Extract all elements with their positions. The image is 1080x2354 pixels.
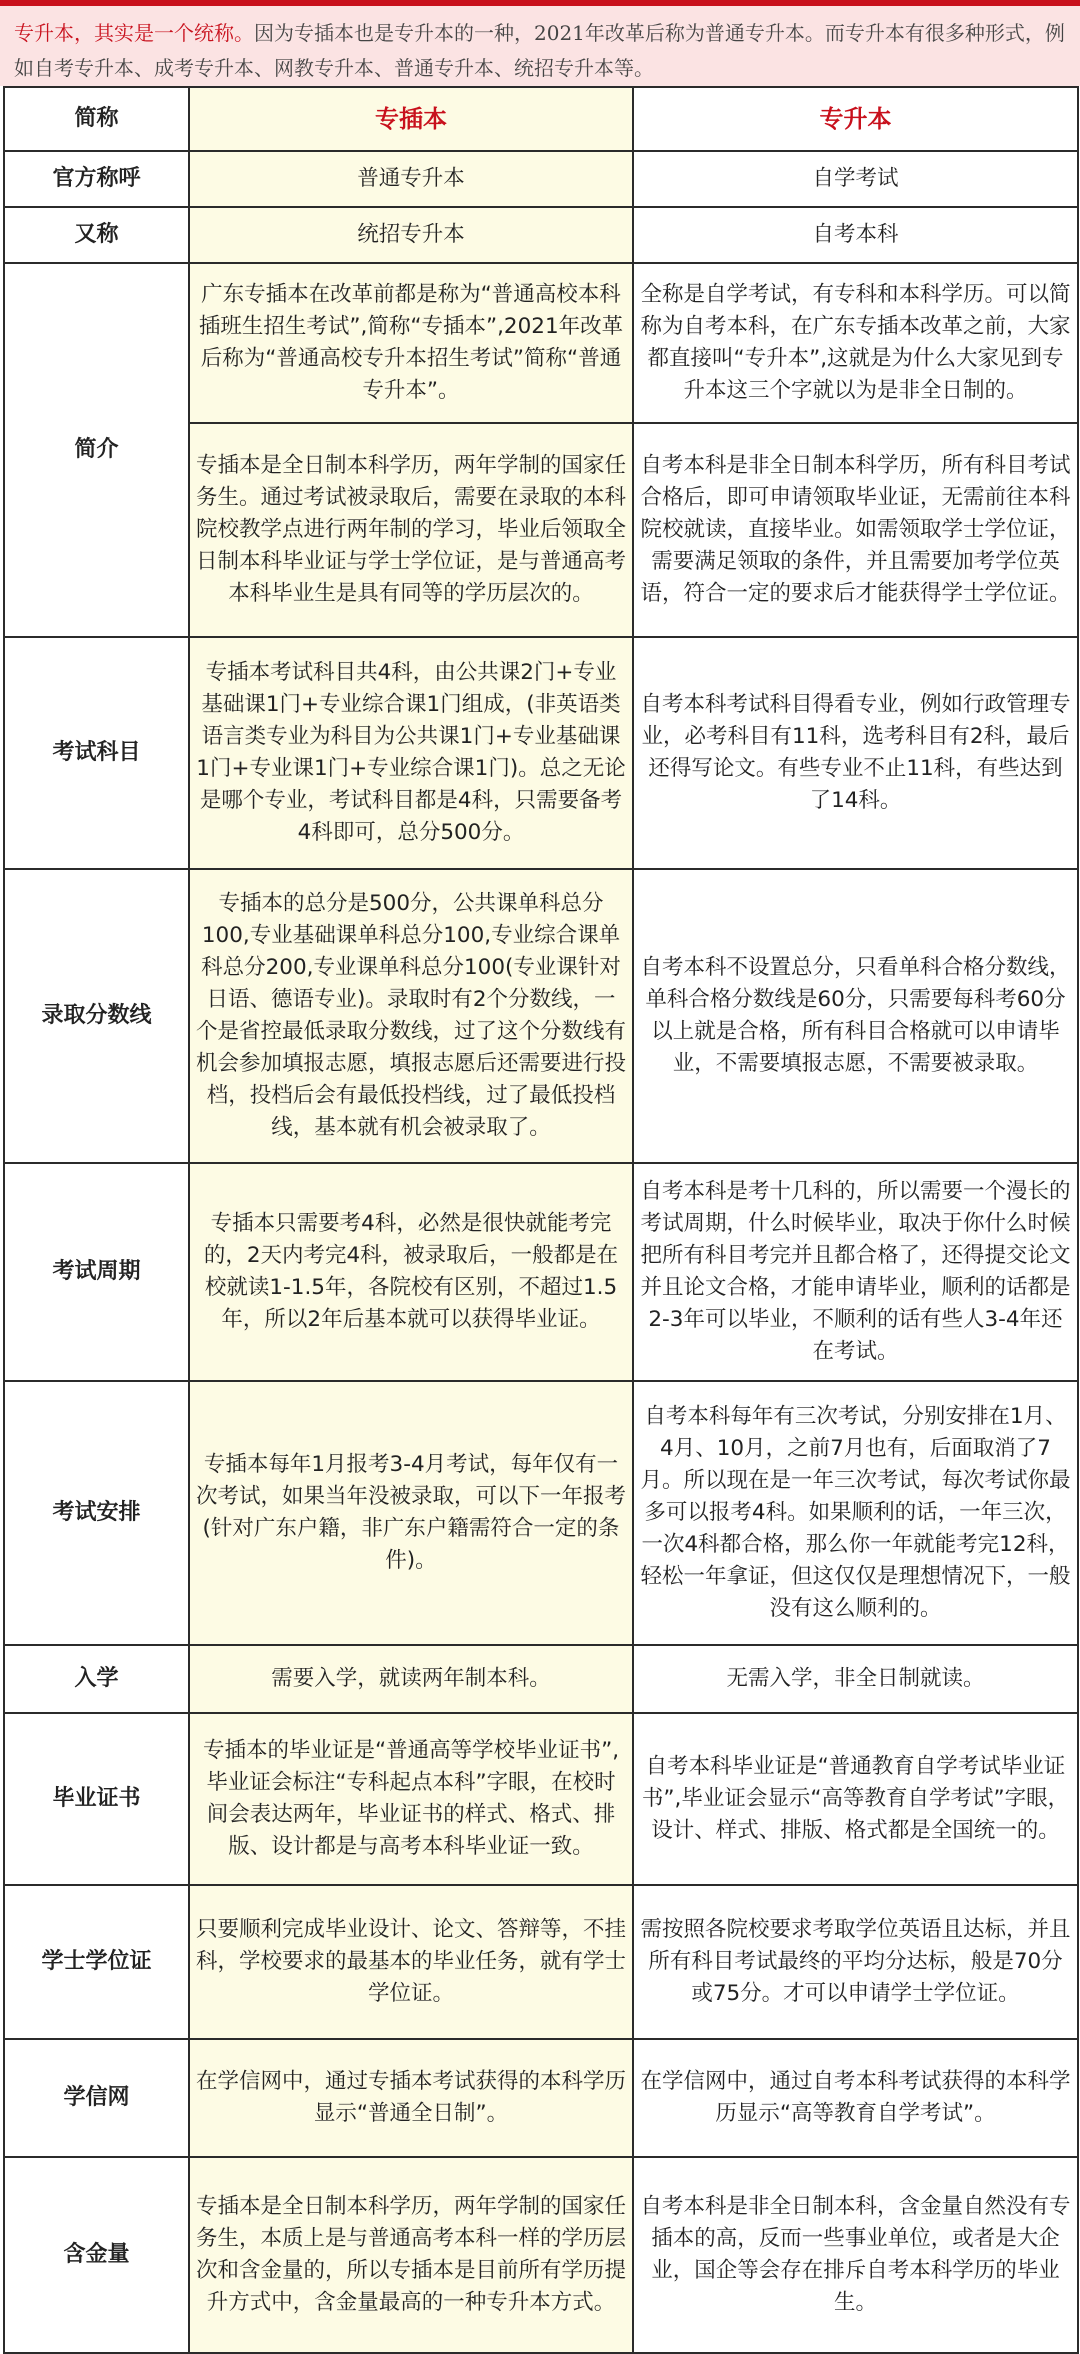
- row-label: 毕业证书: [4, 1713, 189, 1885]
- cell-zhuanchaben: 专插本只需要考4科，必然是很快就能考完的，2天内考完4科，被录取后，一般都是在校就读1-1.5年，各院校有区别，不超过1.5年，所以2年后基本就可以获得毕业证。: [189, 1163, 633, 1381]
- row-label: 学信网: [4, 2039, 189, 2157]
- cell-zhuanshengben: 自考本科是非全日制本科学历，所有科目考试合格后，即可申请领取毕业证，无需前往本科院校就读，直接毕业。如需领取学士学位证，需要满足领取的条件，并且需要加考学位英语，符合一定的要求后才能获得学士学位证。: [633, 423, 1078, 637]
- cell-zhuanchaben: 专插本的毕业证是“普通高等学校毕业证书”,毕业证会标注“专科起点本科”字眼，在校时间会表达两年，毕业证书的样式、格式、排版、设计都是与高考本科毕业证一致。: [189, 1713, 633, 1885]
- cell-zhuanshengben: 自考本科是非全日制本科，含金量自然没有专插本的高，反而一些事业单位，或者是大企业，国企等会存在排斥自考本科学历的毕业生。: [633, 2157, 1078, 2353]
- header-zhuanchaben: 专插本: [189, 87, 633, 151]
- table-row: [4, 1713, 1078, 1885]
- row-label: 入学: [4, 1645, 189, 1713]
- table-row: [4, 1163, 1078, 1381]
- row-label: 官方称呼: [4, 151, 189, 207]
- table-row: [4, 1645, 1078, 1713]
- header-abbr: 简称: [4, 87, 189, 151]
- row-label: 录取分数线: [4, 869, 189, 1163]
- cell-zhuanchaben: 专插本每年1月报考3-4月考试，每年仅有一次考试，如果当年没被录取，可以下一年报考(针对广东户籍，非广东户籍需符合一定的条件)。: [189, 1381, 633, 1645]
- row-label: 含金量: [4, 2157, 189, 2353]
- cell-zhuanshengben: 自学考试: [633, 151, 1078, 207]
- table-row: [4, 1885, 1078, 2039]
- cell-zhuanshengben: 自考本科考试科目得看专业，例如行政管理专业，必考科目有11科，选考科目有2科，最后还得写论文。有些专业不止11科，有些达到了14科。: [633, 637, 1078, 869]
- cell-zhuanshengben: 无需入学，非全日制就读。: [633, 1645, 1078, 1713]
- table-row: [4, 869, 1078, 1163]
- row-label: 又称: [4, 207, 189, 263]
- table-row: [4, 637, 1078, 869]
- cell-zhuanshengben: 全称是自学考试，有专科和本科学历。可以简称为自考本科，在广东专插本改革之前，大家都直接叫“专升本”,这就是为什么大家见到专升本这三个字就以为是非全日制的。: [633, 263, 1078, 423]
- row-label: 学士学位证: [4, 1885, 189, 2039]
- cell-zhuanchaben: 专插本的总分是500分，公共课单科总分100,专业基础课单科总分100,专业综合课单科总分200,专业课单科总分100(专业课针对日语、德语专业)。录取时有2个分数线，一个是省控最低录取分数线，过了这个分数线有机会参加填报志愿，填报志愿后还需要进行投档，投档后会有最低投档线，过了最低投档线，基本就有机会被录取了。: [189, 869, 633, 1163]
- cell-zhuanchaben: 在学信网中，通过专插本考试获得的本科学历显示“普通全日制”。: [189, 2039, 633, 2157]
- cell-zhuanshengben: 自考本科不设置总分，只看单科合格分数线，单科合格分数线是60分，只需要每科考60分以上就是合格，所有科目合格就可以申请毕业，不需要填报志愿，不需要被录取。: [633, 869, 1078, 1163]
- cell-zhuanshengben: 自考本科: [633, 207, 1078, 263]
- cell-zhuanshengben: 需按照各院校要求考取学位英语且达标，并且所有科目考试最终的平均分达标，般是70分或75分。才可以申请学士学位证。: [633, 1885, 1078, 2039]
- cell-zhuanchaben: 只要顺利完成毕业设计、论文、答辩等，不挂科，学校要求的最基本的毕业任务，就有学士学位证。: [189, 1885, 633, 2039]
- comparison-table: [3, 86, 1079, 2354]
- cell-zhuanshengben: 在学信网中，通过自考本科考试获得的本科学历显示“高等教育自学考试”。: [633, 2039, 1078, 2157]
- row-label: 考试周期: [4, 1163, 189, 1381]
- cell-zhuanchaben: 专插本是全日制本科学历，两年学制的国家任务生，本质上是与普通高考本科一样的学历层次和含金量的，所以专插本是目前所有学历提升方式中，含金量最高的一种专升本方式。: [189, 2157, 633, 2353]
- row-label: 简介: [4, 263, 189, 637]
- table-row: [4, 207, 1078, 263]
- cell-zhuanchaben: 专插本考试科目共4科，由公共课2门+专业基础课1门+专业综合课1门组成，(非英语类语言类专业为科目为公共课1门+专业基础课1门+专业课1门+专业综合课1门)。总之无论是哪个专业，考试科目都是4科，只需要备考4科即可，总分500分。: [189, 637, 633, 869]
- cell-zhuanshengben: 自考本科毕业证是“普通教育自学考试毕业证书”,毕业证会显示“高等教育自学考试”字眼，设计、样式、排版、格式都是全国统一的。: [633, 1713, 1078, 1885]
- table-row: [4, 263, 1078, 423]
- cell-zhuanchaben: 需要入学，就读两年制本科。: [189, 1645, 633, 1713]
- header-row: [4, 87, 1078, 151]
- cell-zhuanchaben: 普通专升本: [189, 151, 633, 207]
- cell-zhuanchaben: 统招专升本: [189, 207, 633, 263]
- cell-zhuanshengben: 自考本科是考十几科的，所以需要一个漫长的考试周期，什么时候毕业，取决于你什么时候把所有科目考完并且都合格了，还得提交论文并且论文合格，才能申请毕业，顺利的话都是2-3年可以毕业，不顺利的话有些人3-4年还在考试。: [633, 1163, 1078, 1381]
- cell-zhuanshengben: 自考本科每年有三次考试，分别安排在1月、4月、10月，之前7月也有，后面取消了7月。所以现在是一年三次考试，每次考试你最多可以报考4科。如果顺利的话，一年三次，一次4科都合格，那么你一年就能考完12科，轻松一年拿证，但这仅仅是理想情况下，一般没有这么顺利的。: [633, 1381, 1078, 1645]
- cell-zhuanchaben: 专插本是全日制本科学历，两年学制的国家任务生。通过考试被录取后，需要在录取的本科院校教学点进行两年制的学习，毕业后领取全日制本科毕业证与学士学位证，是与普通高考本科毕业生是具有同等的学历层次的。: [189, 423, 633, 637]
- table-row: [4, 2157, 1078, 2353]
- intro-note: [0, 6, 1080, 86]
- intro-lead: 专升本，其实是一个统称。: [14, 21, 254, 45]
- table-row: [4, 1381, 1078, 1645]
- table-row: [4, 151, 1078, 207]
- cell-zhuanchaben: 广东专插本在改革前都是称为“普通高校本科插班生招生考试”,简称“专插本”,2021年改革后称为“普通高校专升本招生考试”简称“普通专升本”。: [189, 263, 633, 423]
- header-zhuanshengben: 专升本: [633, 87, 1078, 151]
- row-label: 考试安排: [4, 1381, 189, 1645]
- table-row: [4, 2039, 1078, 2157]
- intro-text: 因为专插本也是专升本的一种，2021年改革后称为普通专升本。而专升本有很多种形式，例如自考专升本、成考专升本、网教专升本、普通专升本、统招专升本等。: [14, 21, 1065, 80]
- row-label: 考试科目: [4, 637, 189, 869]
